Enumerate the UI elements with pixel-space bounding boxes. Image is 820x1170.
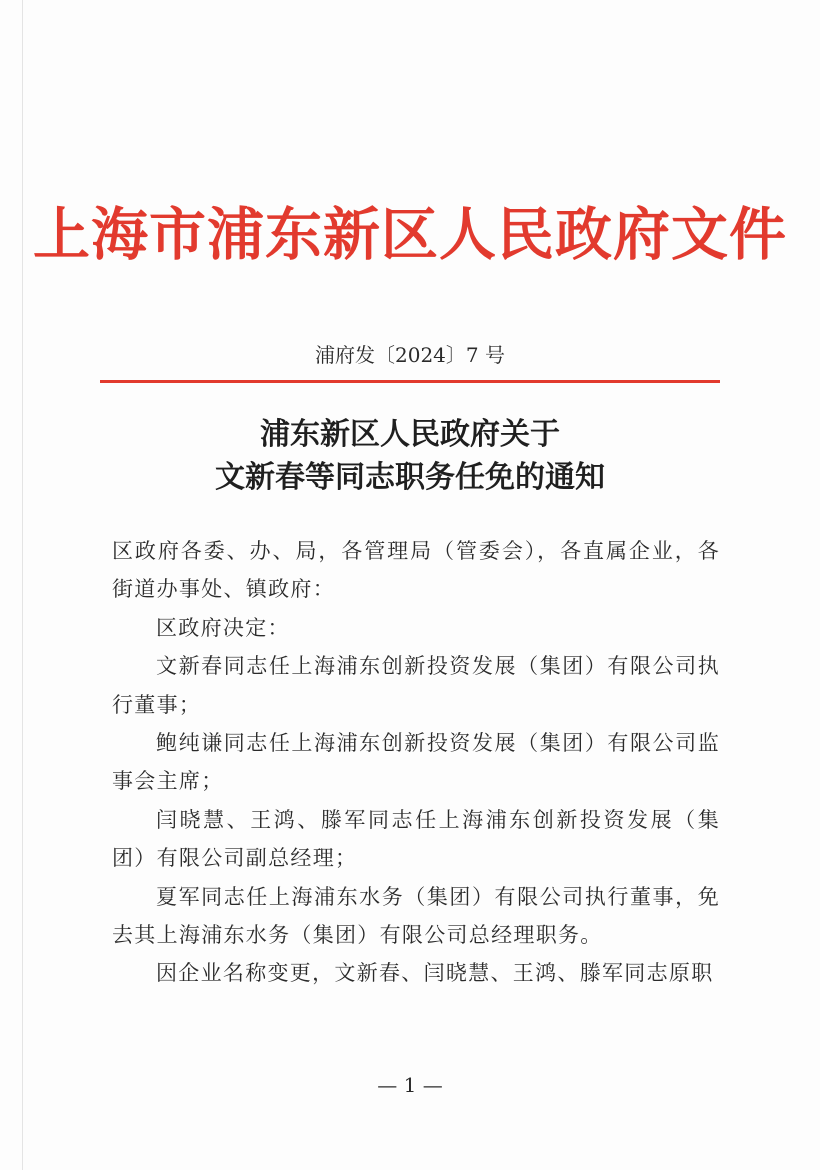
page-left-edge: [22, 0, 23, 1170]
appointment-paragraph: 闫晓慧、王鸿、滕军同志任上海浦东创新投资发展（集团）有限公司副总经理；: [112, 807, 720, 871]
red-separator-line: [100, 380, 720, 383]
appointment-paragraph: 因企业名称变更，文新春、闫晓慧、王鸿、滕军同志原职: [156, 961, 714, 986]
appointment-paragraph: 鲍纯谦同志任上海浦东创新投资发展（集团）有限公司监事会主席；: [112, 731, 720, 794]
subject-line-1: 浦东新区人民政府关于: [260, 417, 560, 452]
issuing-authority-header: 上海市浦东新区人民政府文件: [33, 201, 787, 268]
document-body: [112, 532, 720, 993]
appointment-paragraph: 文新春同志任上海浦东创新投资发展（集团）有限公司执行董事；: [112, 654, 720, 717]
document-subject: [0, 413, 820, 499]
document-number: 浦府发〔2024〕7 号: [315, 343, 505, 367]
decision-intro-paragraph: 区政府决定：: [156, 615, 290, 640]
page-number: — 1 —: [377, 1073, 443, 1097]
appointment-paragraph: 夏军同志任上海浦东水务（集团）有限公司执行董事，免去其上海浦东水务（集团）有限公司总经理职务。: [112, 884, 720, 948]
addressee-paragraph: 区政府各委、办、局，各管理局（管委会），各直属企业，各街道办事处、镇政府：: [112, 539, 720, 602]
subject-line-2: 文新春等同志职务任免的通知: [215, 460, 605, 495]
